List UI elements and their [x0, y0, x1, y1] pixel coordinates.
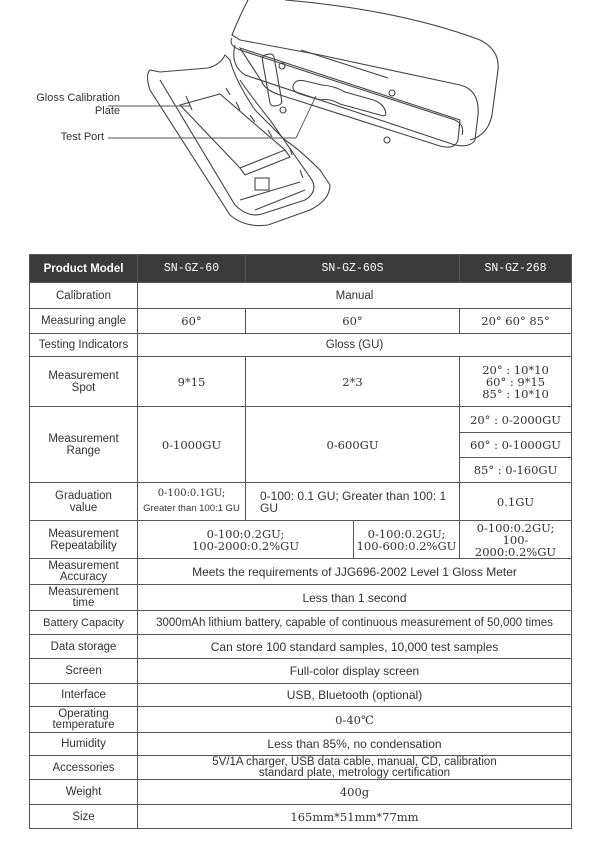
range-20: 20° : 0-2000GU	[460, 407, 572, 433]
row-label-line1: Graduation	[55, 489, 112, 502]
row-label: Measuring angle	[30, 309, 138, 334]
table-row-interface	[30, 684, 572, 707]
range-60: 60° : 0-1000GU	[460, 433, 572, 458]
value-sn-gz-60s: 0-600GU	[246, 407, 460, 483]
row-value: Gloss (GU)	[138, 334, 572, 357]
range-85: 85° : 0-160GU	[460, 458, 572, 483]
spot-85: 85° : 10*10	[482, 386, 549, 401]
row-label-line2: Spot	[71, 381, 96, 394]
row-label-line1: Operating	[58, 707, 109, 720]
header-model-sn-gz-268: SN-GZ-268	[460, 255, 572, 283]
callout-label: Test Port	[60, 131, 104, 143]
row-value: Full-color display screen	[138, 659, 572, 684]
row-value: 0-40℃	[138, 707, 572, 733]
value-sn-gz-60: 0-1000GU	[138, 407, 246, 483]
repeat-c-line2: 100-2000:0.2%GU	[474, 532, 557, 559]
row-label-line1: Measurement	[48, 369, 119, 382]
gloss-meter-drawing	[0, 0, 600, 240]
row-label	[30, 585, 138, 611]
repeat-c-line1: 0-100:0.2GU;	[476, 520, 555, 535]
callout-label-line2: Plate	[94, 105, 120, 117]
repeat-b-line1: 0-100:0.2GU;	[367, 526, 446, 541]
device-illustration	[0, 0, 600, 240]
graduation-line1: 0-100:0.1GU;	[157, 488, 226, 499]
row-label-line1: Measurement	[48, 432, 119, 445]
table-row-measurement-repeatability	[30, 521, 572, 559]
row-value: 400g	[138, 780, 572, 805]
value-sn-gz-60s: 60°	[246, 309, 460, 334]
row-label: Humidity	[30, 733, 138, 756]
value-sn-gz-60s: 2*3	[246, 357, 460, 407]
value-sn-gz-60: 60°	[138, 309, 246, 334]
value-sn-gz-60	[138, 483, 246, 521]
row-label: Screen	[30, 659, 138, 684]
table-row-measuring-angle	[30, 309, 572, 334]
specification-table	[29, 254, 572, 829]
row-label: Weight	[30, 780, 138, 805]
row-value: Meets the requirements of JJG696-2002 Level 1 Gloss Meter	[138, 559, 572, 585]
row-value: USB, Bluetooth (optional)	[138, 684, 572, 707]
row-value: 5V/1A charger, USB data cable, manual, CD, calibration standard plate, metrology certification	[138, 756, 572, 780]
row-label: Calibration	[30, 283, 138, 309]
table-row-measurement-time	[30, 585, 572, 611]
row-label-line2: time	[72, 596, 95, 609]
header-model-sn-gz-60: SN-GZ-60	[138, 255, 246, 283]
table-row-humidity	[30, 733, 572, 756]
table-row-measurement-spot	[30, 357, 572, 407]
graduation-line2: Greater than 100:1 GU	[143, 503, 240, 514]
row-label: Interface	[30, 684, 138, 707]
row-value: Less than 1 second	[138, 585, 572, 611]
table-row-measurement-range	[30, 407, 572, 433]
table-row-graduation-value	[30, 483, 572, 521]
row-label: Testing Indicators	[30, 334, 138, 357]
value-sn-gz-268	[460, 357, 572, 407]
header-product-model: Product Model	[30, 255, 138, 283]
table-row-battery-capacity	[30, 611, 572, 635]
row-label: Battery Capacity	[30, 611, 138, 635]
table-row-accessories	[30, 756, 572, 780]
spot-60: 60° : 9*15	[485, 374, 546, 389]
callout-test-port	[40, 131, 104, 144]
row-label-line1: Measurement	[48, 585, 119, 598]
row-label	[30, 407, 138, 483]
row-value: Manual	[138, 283, 572, 309]
callout-gloss-calibration-plate	[20, 92, 120, 118]
row-label-line2: value	[69, 501, 98, 514]
row-value: 165mm*51mm*77mm	[138, 805, 572, 829]
table-row-data-storage	[30, 635, 572, 659]
value-sn-gz-60s: 0-100: 0.1 GU; Greater than 100: 1 GU	[246, 483, 460, 521]
row-label	[30, 357, 138, 407]
row-label-line1: Measurement	[48, 559, 119, 572]
table-row-measurement-accuracy	[30, 559, 572, 585]
row-value: 3000mAh lithium battery, capable of continuous measurement of 50,000 times	[138, 611, 572, 635]
row-value: Can store 100 standard samples, 10,000 test samples	[138, 635, 572, 659]
row-label-line2: Accuracy	[59, 570, 108, 583]
spot-20: 20° : 10*10	[482, 362, 549, 377]
table-row-weight	[30, 780, 572, 805]
value-sn-gz-60s-b	[354, 521, 460, 559]
value-sn-gz-60: 9*15	[138, 357, 246, 407]
table-row-size	[30, 805, 572, 829]
row-label-line1: Measurement	[48, 527, 119, 540]
table-row-operating-temperature	[30, 707, 572, 733]
row-label	[30, 521, 138, 559]
row-label: Data storage	[30, 635, 138, 659]
repeat-a-line1: 0-100:0.2GU;	[206, 526, 285, 541]
header-model-sn-gz-60s: SN-GZ-60S	[246, 255, 460, 283]
row-label-line2: Repeatability	[50, 539, 117, 552]
table-row-calibration	[30, 283, 572, 309]
value-sn-gz-268	[460, 521, 572, 559]
value-sn-gz-268: 0.1GU	[460, 483, 572, 521]
row-value: Less than 85%, no condensation	[138, 733, 572, 756]
callout-label-line1: Gloss Calibration	[36, 92, 120, 104]
row-label	[30, 559, 138, 585]
table-row-testing-indicators	[30, 334, 572, 357]
table-row-screen	[30, 659, 572, 684]
value-sn-gz-60-60s	[138, 521, 354, 559]
row-label	[30, 707, 138, 733]
row-label-line2: temperature	[52, 718, 115, 731]
row-label	[30, 483, 138, 521]
value-sn-gz-268: 20° 60° 85°	[460, 309, 572, 334]
row-label: Accessories	[30, 756, 138, 780]
repeat-a-line2: 100-2000:0.2%GU	[191, 538, 300, 553]
row-label-line2: Range	[66, 444, 101, 457]
row-label: Size	[30, 805, 138, 829]
table-header-row	[30, 255, 572, 283]
repeat-b-line2: 100-600:0.2%GU	[356, 538, 457, 553]
